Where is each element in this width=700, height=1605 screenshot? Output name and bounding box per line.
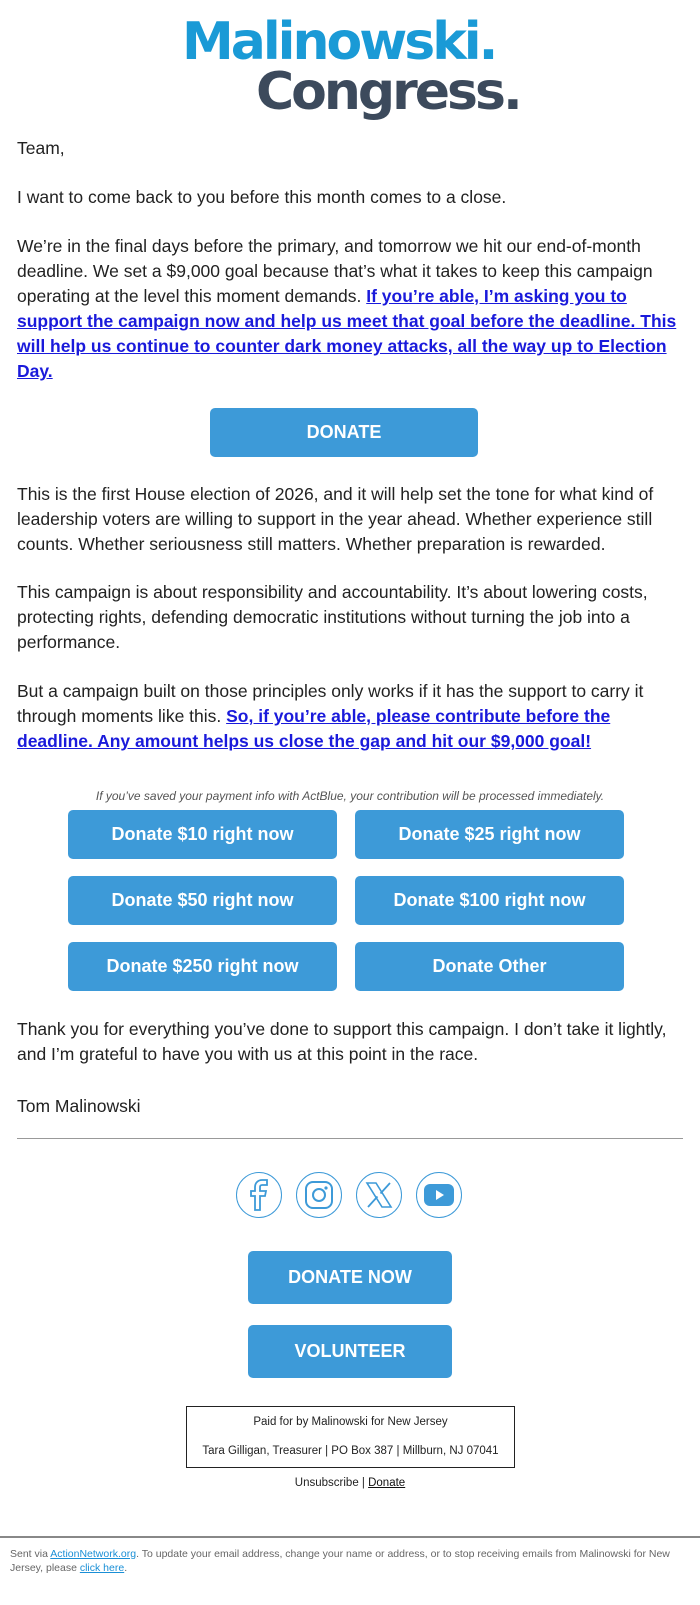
- campaign-logo: [0, 8, 700, 123]
- youtube-icon[interactable]: [416, 1172, 462, 1218]
- paid-for-line: Paid for by Malinowski for New Jersey: [253, 1416, 448, 1428]
- donate-now-button[interactable]: DONATE NOW: [248, 1251, 452, 1304]
- footer-donate-link[interactable]: Donate: [368, 1477, 406, 1489]
- facebook-icon[interactable]: [236, 1172, 282, 1218]
- footer-prefix: Sent via: [10, 1548, 51, 1560]
- donate-10-button[interactable]: Donate $10 right now: [68, 810, 337, 859]
- actblue-note: If you’ve saved your payment info with ActBlue, your contribution will be processed immediately.: [95, 789, 605, 803]
- treasurer-line: Tara Gilligan, Treasurer | PO Box 387 | Millburn, NJ 07041: [202, 1445, 499, 1457]
- donate-other-button[interactable]: Donate Other: [355, 942, 624, 991]
- donate-25-button[interactable]: Donate $25 right now: [355, 810, 624, 859]
- paragraph-2-text: We’re in the final days before the primary, and tomorrow we hit our end-of-month deadline. We set a $9,000 goal because that’s what it takes to keep this campaign operating at the level this moment demands.: [17, 236, 653, 306]
- signature: Tom Malinowski: [17, 1096, 141, 1116]
- paid-for-disclaimer: [186, 1406, 515, 1468]
- footer-middle: . To update your email address, change your name or address, or to stop receiving emails from Malinowski for New Jersey, please: [10, 1548, 670, 1574]
- unsubscribe-link[interactable]: Unsubscribe: [294, 1477, 359, 1489]
- unsubscribe-bar: [0, 1477, 700, 1489]
- greeting: Team,: [17, 138, 65, 158]
- paragraph-6: Thank you for everything you’ve done to support this campaign. I don’t take it lightly, and I’m grateful to have you with us at this point in the race.: [17, 1019, 667, 1064]
- instagram-icon[interactable]: [296, 1172, 342, 1218]
- paragraph-5-text: But a campaign built on those principles only works if it has the support to carry it through moments like this.: [17, 681, 644, 726]
- footer-notice: [10, 1547, 690, 1575]
- footer-divider: [0, 1536, 700, 1538]
- x-icon[interactable]: [356, 1172, 402, 1218]
- divider: [17, 1138, 683, 1139]
- donate-100-button[interactable]: Donate $100 right now: [355, 876, 624, 925]
- donate-250-button[interactable]: Donate $250 right now: [68, 942, 337, 991]
- paragraph-3: This is the first House election of 2026, and it will help set the tone for what kind of leadership voters are willing to support in the year ahead. Whether experience still counts. Whether seriousness still matters. Whether preparation is rewarded.: [17, 484, 654, 554]
- click-here-link[interactable]: click here: [79, 1562, 125, 1574]
- separator: |: [358, 1477, 369, 1489]
- paragraph-4: This campaign is about responsibility and accountability. It’s about lowering costs, protecting rights, defending democratic institutions without turning the job into a performance.: [17, 582, 648, 652]
- paragraph-1: I want to come back to you before this month comes to a close.: [17, 187, 507, 207]
- goal-link[interactable]: If you’re able, I’m asking you to support the campaign now and help us meet that goal before the deadline. This will help us continue to counter dark money attacks, all the way up to Election Day.: [17, 286, 677, 381]
- donate-button[interactable]: DONATE: [210, 408, 478, 457]
- paragraph-5: [17, 679, 683, 754]
- paragraph-2: [17, 234, 683, 384]
- logo-line-1: Malinowski.: [182, 12, 496, 72]
- contribute-link[interactable]: So, if you’re able, please contribute before the deadline. Any amount helps us close the gap and hit our $9,000 goal!: [17, 706, 611, 751]
- logo-line-2: Congress.: [256, 62, 520, 122]
- actionnetwork-link[interactable]: ActionNetwork.org: [50, 1548, 137, 1560]
- donate-50-button[interactable]: Donate $50 right now: [68, 876, 337, 925]
- volunteer-button[interactable]: VOLUNTEER: [248, 1325, 452, 1378]
- footer-suffix: .: [124, 1562, 128, 1574]
